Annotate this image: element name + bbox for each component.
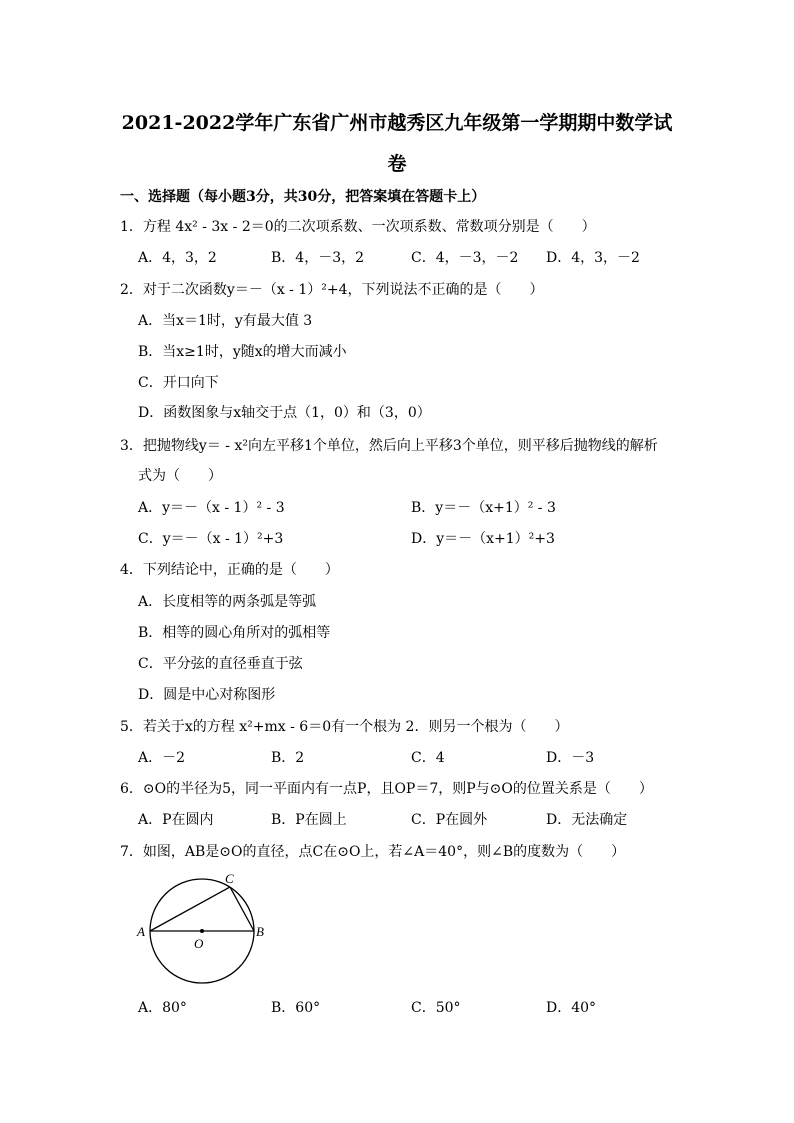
page-title-line1: 2021-2022学年广东省广州市越秀区九年级第一学期期中数学试 xyxy=(121,112,673,134)
q5-option-c: C．4 xyxy=(411,750,445,766)
question-4-stem: 4．下列结论中，正确的是（ ） xyxy=(120,562,339,578)
q2-option-c: C．开口向下 xyxy=(138,375,219,391)
q3-option-b: B．y＝－（x+1）² - 3 xyxy=(411,500,556,516)
q3-option-a: A．y＝－（x - 1）² - 3 xyxy=(138,500,285,516)
q3-option-c: C．y＝－（x - 1）²+3 xyxy=(138,531,284,547)
circle-figure xyxy=(130,866,275,991)
q2-option-d: D．函数图象与x轴交于点（1，0）和（3，0） xyxy=(138,405,431,421)
chord-ac xyxy=(150,887,230,931)
q7-option-a: A．80° xyxy=(138,1000,187,1016)
q6-option-c: C．P在圆外 xyxy=(411,812,488,828)
q5-option-b: B．2 xyxy=(271,750,305,766)
question-7-stem: 7．如图，AB是⊙O的直径，点C在⊙O上，若∠A＝40°，则∠B的度数为（ ） xyxy=(120,844,626,860)
page-title-line2: 卷 xyxy=(387,153,407,175)
label-c: C xyxy=(225,871,234,886)
q5-option-a: A．－2 xyxy=(138,750,186,766)
question-1-stem: 1．方程 4x² - 3x - 2＝0的二次项系数、一次项系数、常数项分别是（ ） xyxy=(120,219,596,235)
q1-option-c: C．4，－3，－2 xyxy=(411,250,519,266)
section-heading: 一、选择题（每小题3分，共30分，把答案填在答题卡上） xyxy=(120,189,486,205)
q1-option-d: D．4，3，－2 xyxy=(546,250,640,266)
question-2-stem: 2．对于二次函数y＝－（x - 1）²+4，下列说法不正确的是（ ） xyxy=(120,282,544,298)
q7-option-b: B．60° xyxy=(271,1000,321,1016)
center-point xyxy=(200,929,204,933)
q1-option-a: A．4，3，2 xyxy=(138,250,217,266)
label-o: O xyxy=(194,936,204,951)
q1-option-b: B．4，－3，2 xyxy=(271,250,365,266)
q6-option-a: A．P在圆内 xyxy=(138,812,214,828)
q4-option-c: C．平分弦的直径垂直于弦 xyxy=(138,656,303,672)
q5-option-d: D．－3 xyxy=(546,750,595,766)
question-3-stem-cont: 式为（ ） xyxy=(138,468,222,484)
q2-option-b: B．当x≥1时，y随x的增大而减小 xyxy=(138,344,347,360)
q7-option-d: D．40° xyxy=(546,1000,597,1016)
chord-cb xyxy=(230,887,254,931)
q2-option-a: A．当x＝1时，y有最大值 3 xyxy=(138,313,313,329)
question-6-stem: 6．⊙O的半径为5，同一平面内有一点P，且OP＝7，则P与⊙O的位置关系是（ ） xyxy=(120,781,653,797)
question-3-stem: 3．把抛物线y＝ - x²向左平移1个单位，然后向上平移3个单位，则平移后抛物线的解析 xyxy=(120,438,658,454)
q7-option-c: C．50° xyxy=(411,1000,461,1016)
q6-option-d: D．无法确定 xyxy=(546,812,628,828)
label-b: B xyxy=(256,924,264,939)
question-5-stem: 5．若关于x的方程 x²+mx - 6＝0有一个根为 2．则另一个根为（ ） xyxy=(120,719,569,735)
q4-option-a: A．长度相等的两条弧是等弧 xyxy=(138,594,317,610)
q3-option-d: D．y＝－（x+1）²+3 xyxy=(411,531,555,547)
q4-option-b: B．相等的圆心角所对的弧相等 xyxy=(138,625,331,641)
q6-option-b: B．P在圆上 xyxy=(271,812,347,828)
q4-option-d: D．圆是中心对称图形 xyxy=(138,687,276,703)
label-a: A xyxy=(137,924,145,939)
